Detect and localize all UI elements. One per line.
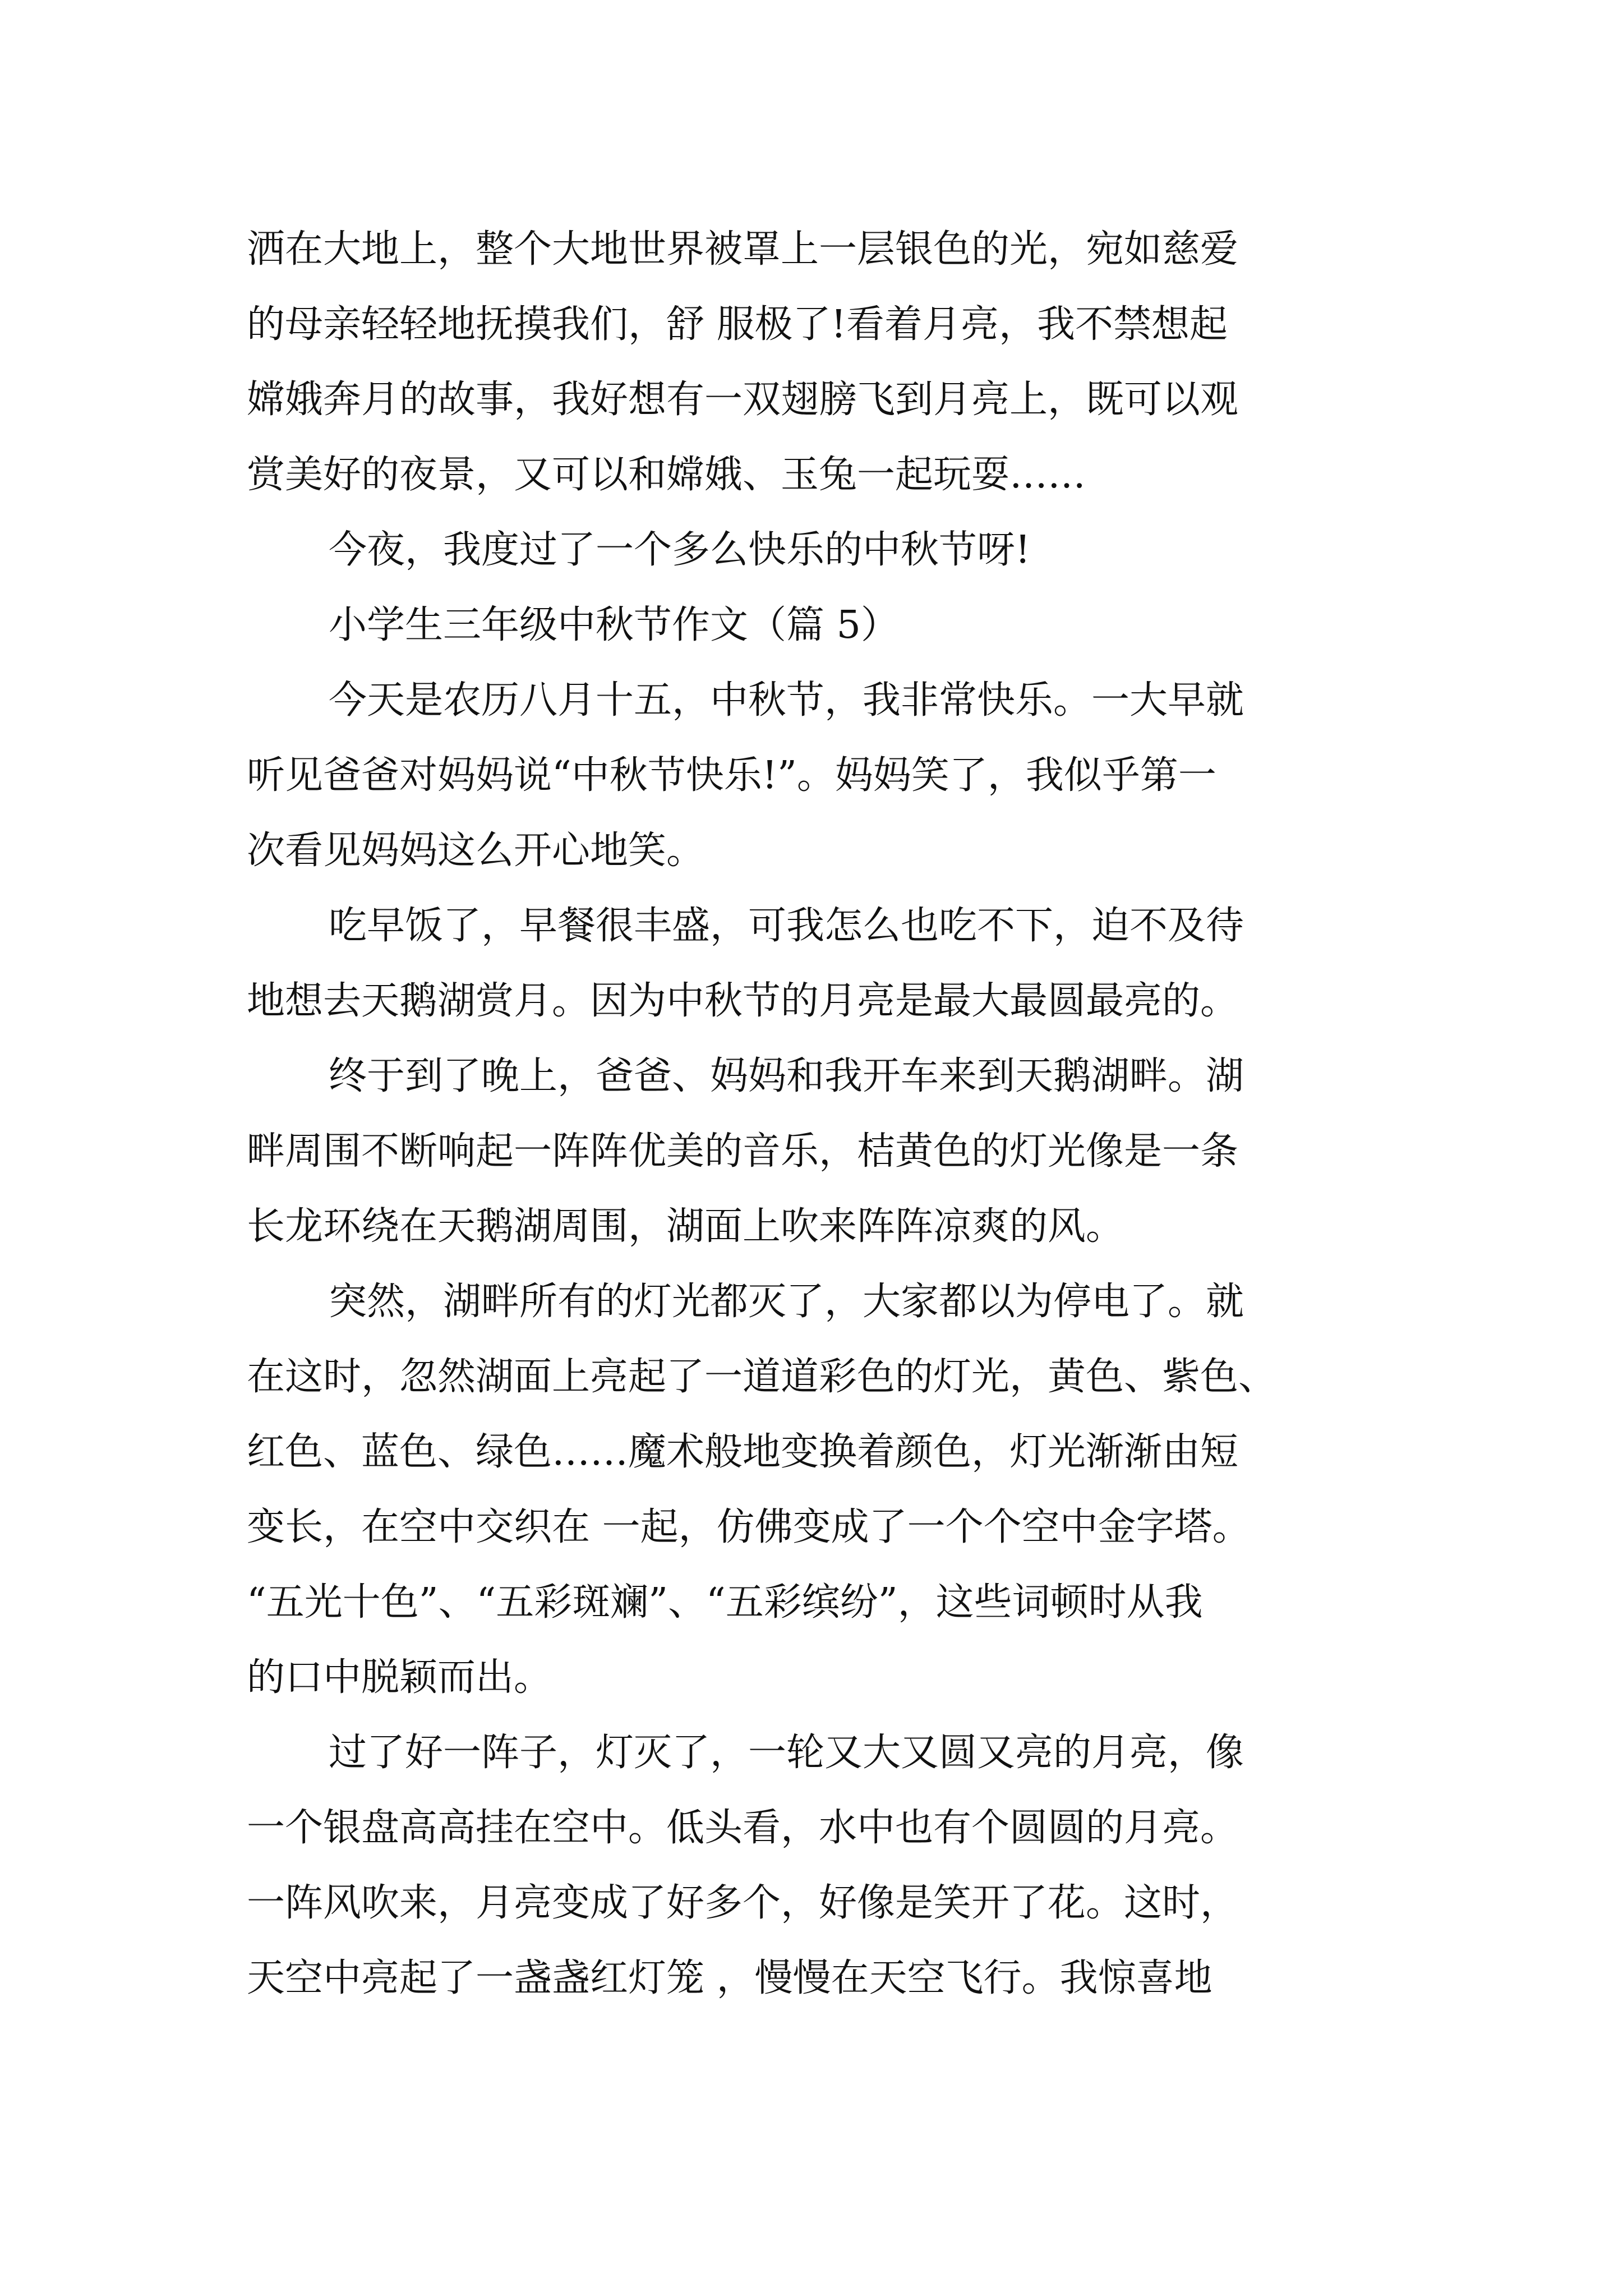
paragraph-first-line: 今夜，我度过了一个多么快乐的中秋节呀!: [329, 528, 1031, 572]
text-line: 在这时，忽然湖面上亮起了一道道彩色的灯光，黄色、紫色、: [247, 1355, 1277, 1399]
paragraph-first-line: 突然，湖畔所有的灯光都灭了，大家都以为停电了。就: [329, 1280, 1244, 1324]
document-body: [247, 212, 1413, 2016]
text-line: 洒在大地上，整个大地世界被罩上一层银色的光，宛如慈爱: [247, 227, 1239, 272]
text-line: “五光十色”、“五彩斑斓”、“五彩缤纷”，这些词顿时从我: [247, 1580, 1203, 1625]
section-heading: 小学生三年级中秋节作文（篇 5）: [329, 603, 899, 647]
text-line: 嫦娥奔月的故事，我好想有一双翅膀飞到月亮上，既可以观: [247, 378, 1239, 422]
paragraph-first-line: 吃早饭了，早餐很丰盛，可我怎么也吃不下，迫不及待: [329, 904, 1244, 948]
text-line: 变长，在空中交织在 一起，仿佛变成了一个个空中金字塔。: [247, 1505, 1251, 1549]
text-line: 次看见妈妈这么开心地笑。: [247, 829, 705, 873]
text-line: 赏美好的夜景，又可以和嫦娥、玉兔一起玩耍……: [247, 453, 1086, 497]
paragraph-first-line: 过了好一阵子，灯灭了，一轮又大又圆又亮的月亮，像: [329, 1731, 1244, 1775]
text-line: 听见爸爸对妈妈说“中秋节快乐!”。妈妈笑了，我似乎第一: [247, 753, 1216, 798]
text-line: 的口中脱颖而出。: [247, 1655, 552, 1700]
text-line: 一阵风吹来，月亮变成了好多个，好像是笑开了花。这时，: [247, 1881, 1239, 1925]
text-line: 地想去天鹅湖赏月。因为中秋节的月亮是最大最圆最亮的。: [247, 979, 1239, 1023]
text-line: 的母亲轻轻地抚摸我们，舒 服极了!看着月亮，我不禁想起: [247, 302, 1228, 347]
text-line: 天空中亮起了一盏盏红灯笼 ，慢慢在天空飞行。我惊喜地: [247, 1956, 1212, 2000]
text-line: 一个银盘高高挂在空中。低头看，水中也有个圆圆的月亮。: [247, 1806, 1239, 1850]
paragraph-first-line: 今天是农历八月十五，中秋节，我非常快乐。一大早就: [329, 678, 1244, 723]
text-line: 长龙环绕在天鹅湖周围，湖面上吹来阵阵凉爽的风。: [247, 1204, 1124, 1249]
text-line: 红色、蓝色、绿色……魔术般地变换着颜色，灯光渐渐由短: [247, 1430, 1239, 1474]
paragraph-first-line: 终于到了晚上，爸爸、妈妈和我开车来到天鹅湖畔。湖: [329, 1054, 1244, 1098]
text-line: 畔周围不断响起一阵阵优美的音乐，桔黄色的灯光像是一条: [247, 1129, 1239, 1174]
